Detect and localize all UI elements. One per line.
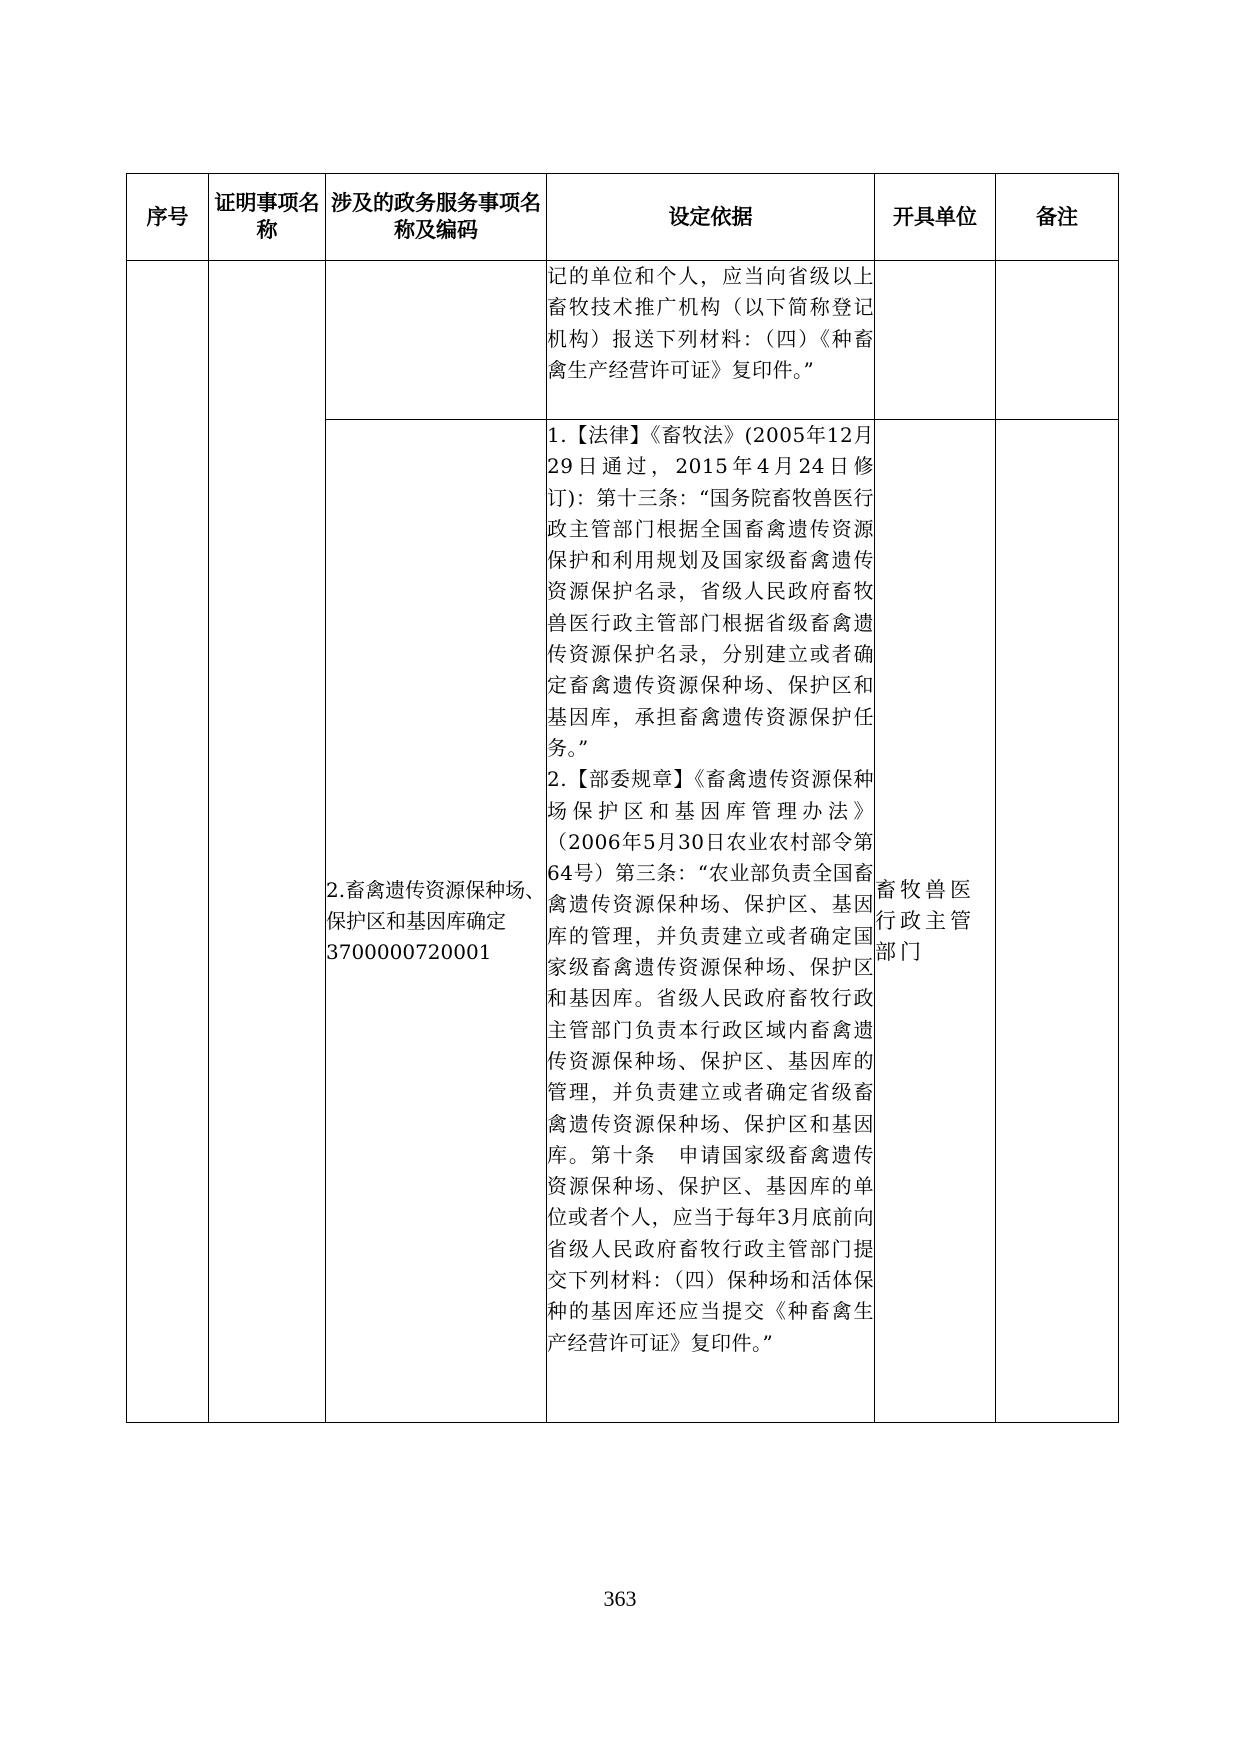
header-basis: 设定依据	[547, 174, 875, 261]
service-item-cell: 2.畜禽遗传资源保种场、保护区和基因库确定 3700000720001	[326, 420, 547, 1423]
remarks-cell	[996, 261, 1119, 420]
basis-cell: 1.【法律】《畜牧法》(2005年12月29日通过，2015年4月24日修订)：第十三条：“国务院畜牧兽医行政主管部门根据全国畜禽遗传资源保护和利用规划及国家级畜禽遗传资源保护名录，省级人民政府畜牧兽医行政主管部门根据省级畜禽遗传资源保护名录，分别建立或者确定畜禽遗传资源保种场、保护区和基因库，承担畜禽遗传资源保护任务。” 2.【部委规章】《畜禽遗传资源保种场保护区和基因库管理办法》（2006年5月30日农业农村部令第64号）第三条：“农业部负责全国畜禽遗传资源保种场、保护区、基因库的管理，并负责建立或者确定国家级畜禽遗传资源保种场、保护区和基因库。省级人民政府畜牧行政主管部门负责本行政区域内畜禽遗传资源保种场、保护区、基因库的管理，并负责建立或者确定省级畜禽遗传资源保种场、保护区和基因库。第十条 申请国家级畜禽遗传资源保种场、保护区、基因库的单位或者个人，应当于每年3月底前向省级人民政府畜牧行政主管部门提交下列材料：（四）保种场和活体保种的基因库还应当提交《种畜禽生产经营许可证》复印件。”	[547, 420, 875, 1423]
header-seq: 序号	[127, 174, 209, 261]
issuer-cell	[875, 261, 996, 420]
page-number: 363	[603, 1586, 637, 1611]
header-cert-name: 证明事项名称	[209, 174, 326, 261]
seq-cell	[127, 261, 209, 1423]
header-service-items: 涉及的政务服务事项名称及编码	[326, 174, 547, 261]
certification-table	[126, 173, 1119, 1423]
basis-cell: 记的单位和个人，应当向省级以上畜牧技术推广机构（以下简称登记机构）报送下列材料：（四）《种畜禽生产经营许可证》复印件。”	[547, 261, 875, 420]
issuer-cell: 畜牧兽医行政主管部门	[875, 420, 996, 1423]
table-row	[127, 261, 1119, 420]
header-issuer: 开具单位	[875, 174, 996, 261]
header-row	[127, 174, 1119, 261]
header-remarks: 备注	[996, 174, 1119, 261]
cert-name-cell	[209, 261, 326, 1423]
service-item-cell	[326, 261, 547, 420]
remarks-cell	[996, 420, 1119, 1423]
